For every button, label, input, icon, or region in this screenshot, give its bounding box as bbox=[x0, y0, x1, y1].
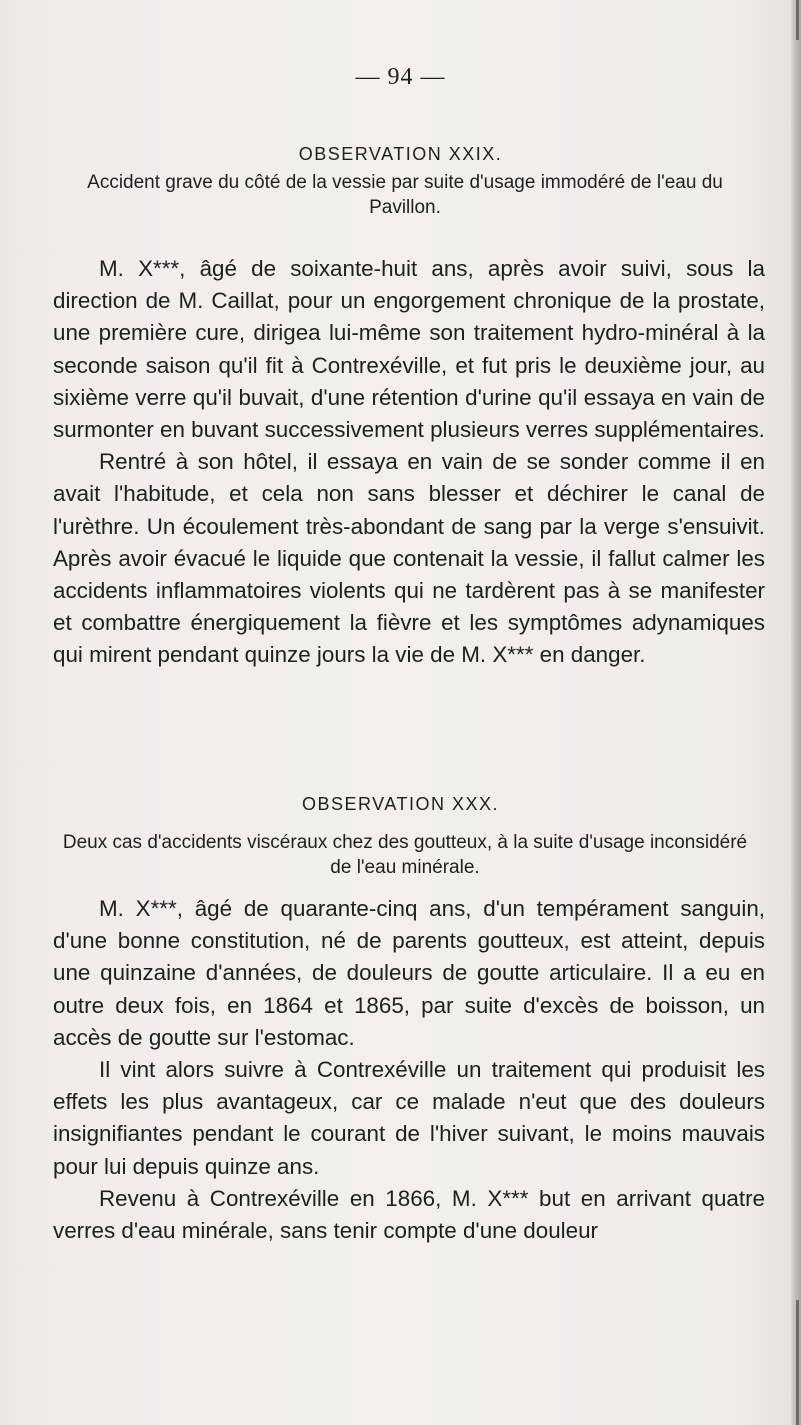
page-edge-mark bbox=[796, 0, 799, 40]
paragraph: M. X***, âgé de quarante-cinq ans, d'un tempérament sanguin, d'une bonne constitution, né de parents goutteux, est atteint, depuis une quinzaine d'années, de douleurs de goutte articulaire. Il a eu en outre deux fois, en 1864 et 1865, par suite d'excès de boisson, un accès de goutte sur l'estomac. bbox=[53, 896, 765, 1050]
observation-29-subtitle: Accident grave du côté de la vessie par suite d'usage immodéré de l'eau du Pavillon. bbox=[87, 172, 723, 218]
observation-29-heading: OBSERVATION XXIX. bbox=[298, 144, 503, 164]
page-edge-mark bbox=[796, 1300, 799, 1425]
observation-30-subtitle: Deux cas d'accidents viscéraux chez des goutteux, à la suite d'usage inconsidéré de l'eau minérale. bbox=[62, 832, 748, 878]
page-number: — 94 — bbox=[355, 64, 446, 90]
observation-30-body bbox=[53, 893, 765, 1247]
page-edge bbox=[791, 0, 801, 1425]
observation-30-heading: OBSERVATION XXX. bbox=[301, 794, 500, 814]
paragraph: Rentré à son hôtel, il essaya en vain de se sonder comme il en avait l'habitude, et cela non sans blesser et déchirer le canal de l'urèthre. Un écoulement très-abondant de sang par la verge s'ensuivit. Après avoir évacué le liquide que contenait la vessie, il fallut calmer les accidents inflammatoires violents qui ne tardèrent pas à se manifester et combattre énergiquement la fièvre et les symptômes adynamiques qui mirent pendant quinze jours la vie de M. X*** en danger. bbox=[53, 449, 765, 668]
paragraph: M. X***, âgé de soixante-huit ans, après avoir suivi, sous la direction de M. Caillat, pour un engorgement chronique de la prostate, une première cure, dirigea lui-même son traitement hydro-minéral à la seconde saison qu'il fit à Contrexéville, et fut pris le deuxième jour, au sixième verre qu'il buvait, d'une rétention d'urine qu'il essaya en vain de surmonter en buvant successivement plusieurs verres supplémentaires. bbox=[53, 256, 765, 443]
observation-29-body bbox=[53, 253, 765, 672]
paragraph: Revenu à Contrexéville en 1866, M. X*** but en arrivant quatre verres d'eau minérale, sans tenir compte d'une douleur bbox=[53, 1185, 765, 1244]
paragraph: Il vint alors suivre à Contrexéville un traitement qui produisit les effets les plus avantageux, car ce malade n'eut que des douleurs insignifiantes pendant le courant de l'hiver suivant, le moins mauvais pour lui depuis quinze ans. bbox=[53, 1057, 765, 1179]
